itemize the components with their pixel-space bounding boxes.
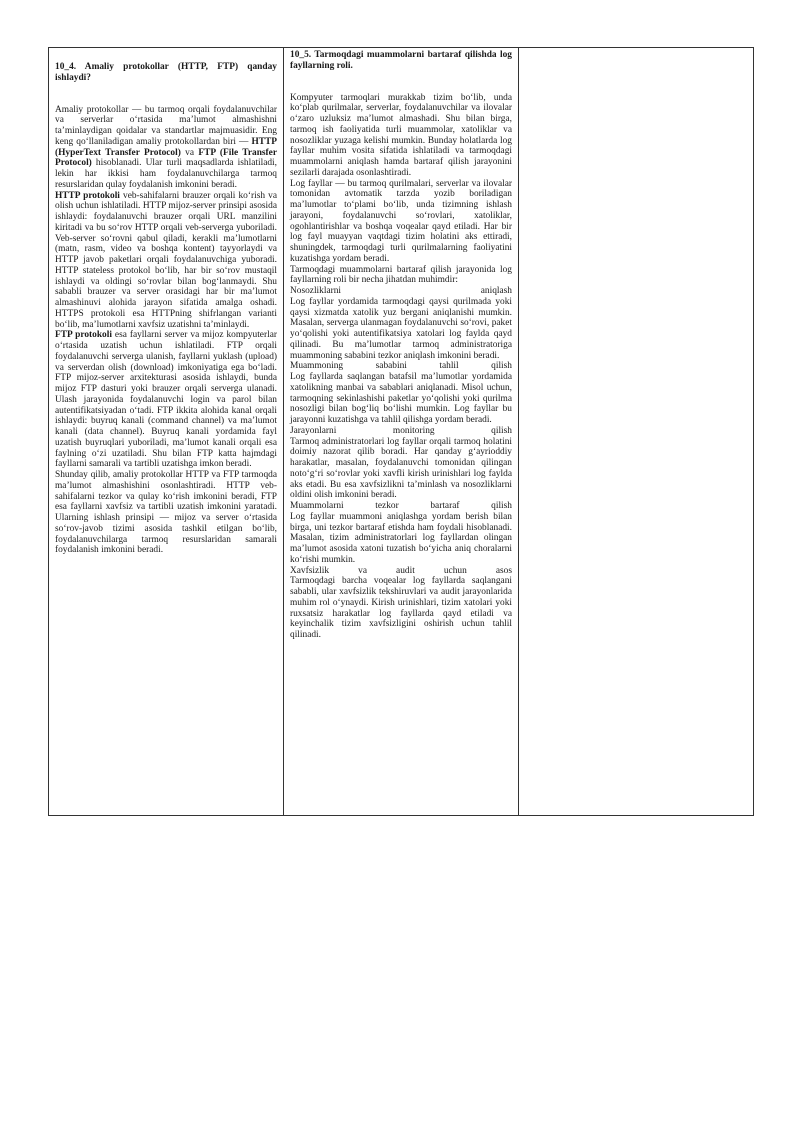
monitor-paragraph: Tarmoq administratorlari log fayllar orqali tarmoq holatini doimiy nazorat qilib boradi. Har qanday g‘ayrioddiy harakatlar, masalan, foydalanuvchi tomonidan qilingan noto‘g‘ri so‘rovlar yoki xavfli kirish urinishlari log faylda aks etadi. Bu esa xavfsizlikni ta’minlash va nosozliklarni oldini olish imkonini beradi.	[290, 436, 512, 501]
intro-paragraph: Amaliy protokollar — bu tarmoq orqali foydalanuvchilar va serverlar o‘rtasida ma’lumot almashishni ta’minlaydigan qoidalar va standartlar majmuasidir. Eng keng qo‘llaniladigan amaliy protokollardan biri — HTTP (HyperText Transfer Protocol) va FTP (File Transfer Protocol) hisoblanadi. Ular turli maqsadlarda ishlatiladi, lekin har ikkisi ham foydalanuvchilarga tarmoq resurslaridan qulay foydalanish imkonini beradi.	[55, 104, 277, 190]
security-paragraph: Tarmoqdagi barcha voqealar log fayllarda saqlangani sababli, ular xavfsizlik tekshiruvlari va audit jarayonlarida muhim rol o‘ynaydi. Kirish urinishlari, tizim xatolari yoki ruxsatsiz harakatlar log fayllarda qayd etiladi va keyinchalik tizim xavfsizligini oshirish uchun tahlil qilinadi.	[290, 576, 512, 640]
table-row	[49, 48, 754, 816]
column-empty	[519, 48, 754, 816]
analyze-paragraph: Log fayllarda saqlangan batafsil ma’lumotlar yordamida xatolikning manbai va sabablari aniqlanadi. Misol uchun, tarmoqning sekinlashishi paketlar yo‘qolishi yoki qurilma nosozligi bilan bog‘liq bo‘lishi mumkin. Log fayllar bu jarayonni kuzatishga va tahlil qilishga yordam beradi.	[290, 372, 512, 425]
subheading-security: Xavfsizlik va audit uchun asos	[290, 565, 512, 576]
column-http-ftp	[49, 48, 284, 816]
column-log-files	[284, 48, 519, 816]
detect-paragraph: Log fayllar yordamida tarmoqdagi qaysi qurilmada yoki qaysi xizmatda xatolik yuz bergani aniqlanishi mumkin. Masalan, serverga ulanmagan foydalanuvchi so‘rovi, paket yo‘qolishi yoki autentifikatsiya xatolari log faylda qayd qilinadi. Bu ma’lumotlar tarmoq administratoriga muammoning sababini tezkor aniqlash imkonini beradi.	[290, 296, 512, 361]
ftp-paragraph: FTP protokoli esa fayllarni server va mijoz kompyuterlar o‘rtasida uzatish uchun ishlatiladi. FTP orqali foydalanuvchi serverga ulanish, fayllarni yuklash (upload) va serverdan olish (download) imkoniyatiga ega bo‘ladi. FTP mijoz-server arxitekturasi asosida ishlaydi, bunda mijoz FTP dasturi yoki brauzer orqali serverga ulanadi. Ulash jarayonida foydalanuvchi login va parol bilan autentifikatsiyadan o‘tadi. FTP ikkita alohida kanal orqali ishlaydi: buyruq kanali (command channel) va ma’lumot kanali (data channel). Buyruq kanali yordamida fayl uzatish buyruqlari yuboriladi, ma’lumot kanali orqali esa faylning o‘zi uzatiladi. Shu bilan FTP katta hajmdagi fayllarni samarali va tartibli uzatishga imkon beradi.	[55, 330, 277, 470]
subheading-detect: Nosozliklarni aniqlash	[290, 286, 512, 296]
log-role-paragraph: Tarmoqdagi muammolarni bartaraf qilish jarayonida log fayllarning roli bir necha jihatdan muhimdir:	[290, 264, 512, 286]
subheading-monitor: Jarayonlarni monitoring qilish	[290, 425, 512, 436]
fix-paragraph: Log fayllar muammoni aniqlashga yordam berish bilan birga, uni tezkor bartaraf etishda ham foydali hisoblanadi. Masalan, tizim administratorlari log fayllardan olingan ma’lumot asosida xatoni tuzatish bo‘yicha aniq choralarni ko‘rishi mumkin.	[290, 511, 512, 565]
log-definition-paragraph: Log fayllar — bu tarmoq qurilmalari, serverlar va ilovalar tomonidan avtomatik tarzda yozib boriladigan ma’lumotlar to‘plami bo‘lib, unda tizimning ishlash jarayoni, foydalanuvchi so‘rovlari, xatoliklar, ogohlantirishlar va boshqa voqealar qayd etiladi. Har bir log fayl muayyan vaqtdagi tizim holatini aks ettiradi, shuningdek, tarmoqdagi turli qurilmalarning faoliyatini kuzatishga yordam beradi.	[290, 178, 512, 264]
subheading-fix: Muammolarni tezkor bartaraf qilish	[290, 501, 512, 511]
section-title-10-4: 10_4. Amaliy protokollar (HTTP, FTP) qanday ishlaydi?	[55, 62, 277, 83]
section-title-10-5: 10_5. Tarmoqdagi muammolarni bartaraf qilishda log fayllarning roli.	[290, 50, 512, 71]
http-paragraph: HTTP protokoli veb-sahifalarni brauzer orqali ko‘rish va olish uchun ishlatiladi. HTTP mijoz-server prinsipi asosida ishlaydi: foydalanuvchi brauzer orqali URL manzilini kiritadi va bu so‘rov HTTP orqali veb-serverga yuboriladi. Veb-server so‘rovni qabul qiladi, kerakli ma’lumotlarni (matn, rasm, video va boshqa kontent) tayyorlaydi va HTTP javob paketlari orqali foydalanuvchiga yuboradi. HTTP stateless protokol bo‘lib, har bir so‘rov mustaqil ishlaydi va oldingi so‘rovlar bilan bog‘lanmaydi. Shu sababli brauzer va server orasidagi har bir ma’lumot almashinuvi alohida jarayon sifatida amalga oshadi. HTTPS protokoli esa HTTPning shifrlangan varianti bo‘lib, ma’lumotlarni xavfsiz uzatishni ta’minlaydi.	[55, 190, 277, 330]
summary-paragraph: Shunday qilib, amaliy protokollar HTTP va FTP tarmoqda ma’lumot almashishini osonlashtiradi. HTTP veb-sahifalarni tezkor va qulay ko‘rish imkonini beradi, FTP esa fayllarni xavfsiz va tartibli uzatish imkonini yaratadi. Ularning ishlash prinsipi — mijoz va server o‘rtasida so‘rov-javob tizimi asosida tashkil etilgan bo‘lib, foydalanuvchilarga tarmoq resurslaridan samarali foydalanish imkonini beradi.	[55, 470, 277, 556]
document-table	[48, 47, 754, 816]
log-intro-paragraph: Kompyuter tarmoqlari murakkab tizim bo‘lib, unda ko‘plab qurilmalar, serverlar, foydalanuvchilar va ilovalar o‘zaro uzluksiz ma’lumot almashadi. Shu bilan birga, tarmoq ish faoliyatida turli muammolar, xatoliklar va nosozliklar yuzaga kelishi mumkin. Bunday holatlarda log fayllar muhim vosita sifatida ishlatiladi va tarmoqdagi muammolarni aniqlash hamda bartaraf qilish jarayonini sezilarli darajada osonlashtiradi.	[290, 92, 512, 178]
subheading-analyze: Muammoning sababini tahlil qilish	[290, 361, 512, 372]
